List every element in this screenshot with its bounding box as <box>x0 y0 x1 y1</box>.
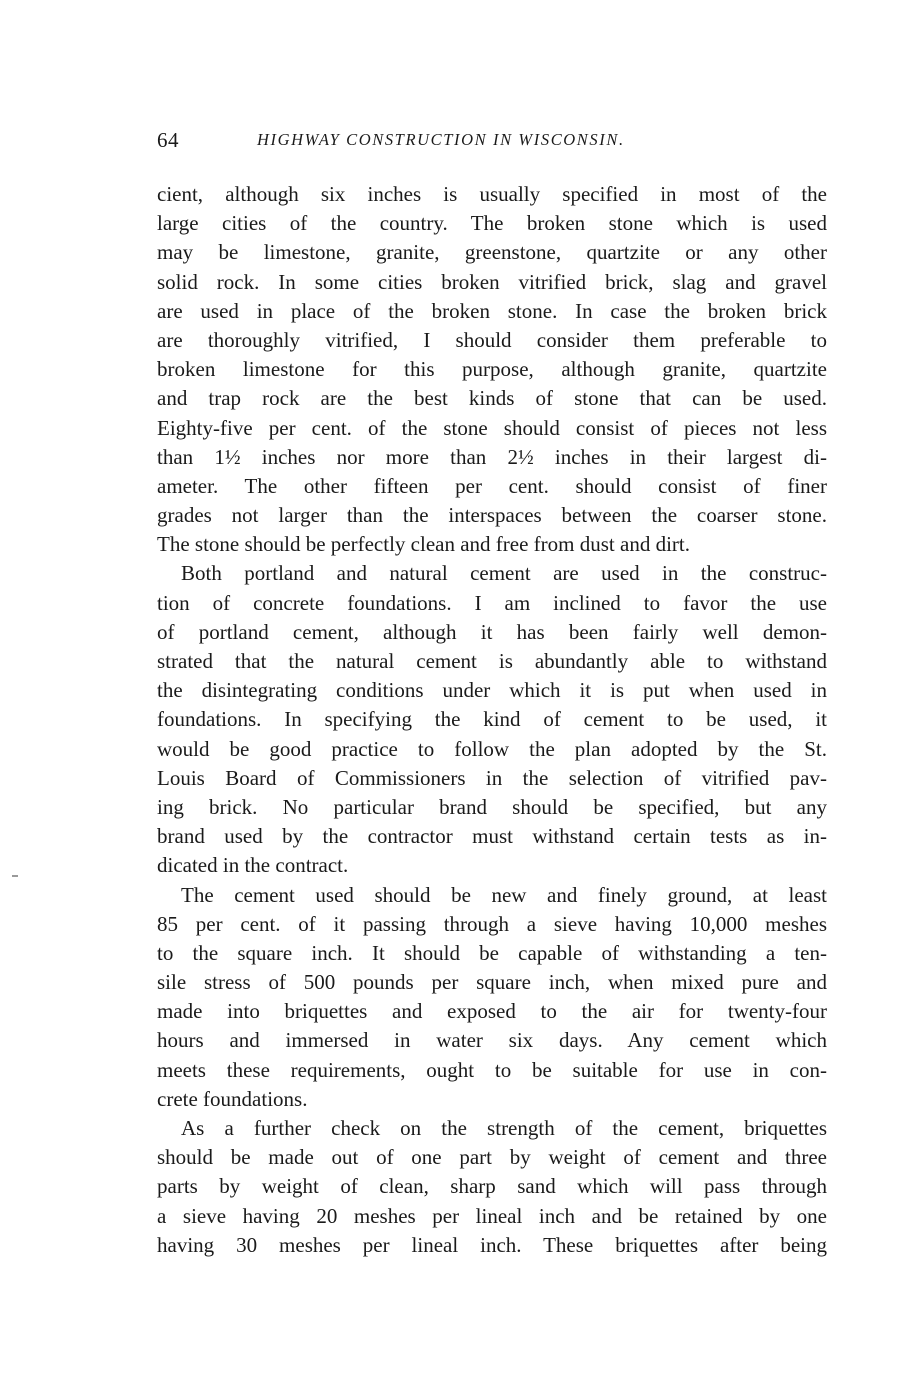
text-line: The cement used should be new and finely ground, at least <box>181 882 827 907</box>
text-line: cient, although six inches is usually specified in most of the <box>157 182 827 206</box>
text-line: broken limestone for this purpose, although granite, quartzite <box>157 357 827 382</box>
text-line: the disintegrating conditions under which it is put when used in <box>157 678 827 703</box>
text-line: ameter. The other fifteen per cent. should consist of finer <box>157 473 827 498</box>
page-number: 64 <box>157 128 179 152</box>
text-line: would be good practice to follow the plan adopted by the St. <box>157 736 827 761</box>
text-line: The stone should be perfectly clean and free from dust and dirt. <box>157 532 690 557</box>
text-line: Louis Board of Commissioners in the selection of vitrified pav- <box>157 765 827 790</box>
text-line: meets these requirements, ought to be suitable for use in con- <box>157 1057 827 1082</box>
paragraph-4 <box>157 1114 827 1260</box>
text-line: hours and immersed in water six days. Any cement which <box>157 1028 827 1053</box>
text-line: parts by weight of clean, sharp sand which will pass through <box>157 1174 827 1199</box>
paragraph-1 <box>157 180 827 559</box>
margin-mark <box>12 875 18 877</box>
text-line: strated that the natural cement is abundantly able to withstand <box>157 649 827 673</box>
text-line: brand used by the contractor must withstand certain tests as in- <box>157 824 827 849</box>
text-line: Both portland and natural cement are used in the construc- <box>181 561 827 586</box>
text-line: crete foundations. <box>157 1086 308 1111</box>
text-line: to the square inch. It should be capable of withstanding a ten- <box>157 940 827 965</box>
text-line: made into briquettes and exposed to the air for twenty-four <box>157 999 827 1024</box>
body-text <box>157 180 827 1260</box>
text-line: tion of concrete foundations. I am inclined to favor the use <box>157 590 827 615</box>
text-line: a sieve having 20 meshes per lineal inch and be retained by one <box>157 1203 827 1228</box>
running-head-title: HIGHWAY CONSTRUCTION IN WISCONSIN. <box>257 130 625 149</box>
text-line: ing brick. No particular brand should be specified, but any <box>157 794 827 819</box>
text-line: of portland cement, although it has been fairly well demon- <box>157 619 827 644</box>
text-line: than 1½ inches nor more than 2½ inches in their largest di- <box>157 444 827 469</box>
text-line: and trap rock are the best kinds of stone that can be used. <box>157 386 827 411</box>
text-line: may be limestone, granite, greenstone, quartzite or any other <box>157 240 827 265</box>
text-line: 85 per cent. of it passing through a sieve having 10,000 meshes <box>157 911 827 936</box>
text-line: sile stress of 500 pounds per square inch, when mixed pure and <box>157 970 827 995</box>
text-line: grades not larger than the interspaces between the coarser stone. <box>157 503 827 528</box>
text-line: are thoroughly vitrified, I should consider them preferable to <box>157 327 827 352</box>
text-line: are used in place of the broken stone. In case the broken brick <box>157 298 827 323</box>
text-line: dicated in the contract. <box>157 853 349 878</box>
text-line: having 30 meshes per lineal inch. These briquettes after being <box>157 1232 827 1257</box>
text-line: As a further check on the strength of the cement, briquettes <box>181 1116 827 1140</box>
paragraph-3 <box>157 881 827 1115</box>
paragraph-2 <box>157 559 827 880</box>
text-line: should be made out of one part by weight of cement and three <box>157 1145 827 1170</box>
running-head <box>157 128 827 158</box>
text-line: solid rock. In some cities broken vitrified brick, slag and gravel <box>157 269 827 294</box>
text-line: large cities of the country. The broken stone which is used <box>157 211 827 236</box>
text-line: Eighty-five per cent. of the stone should consist of pieces not less <box>157 415 827 440</box>
text-line: foundations. In specifying the kind of cement to be used, it <box>157 707 827 732</box>
